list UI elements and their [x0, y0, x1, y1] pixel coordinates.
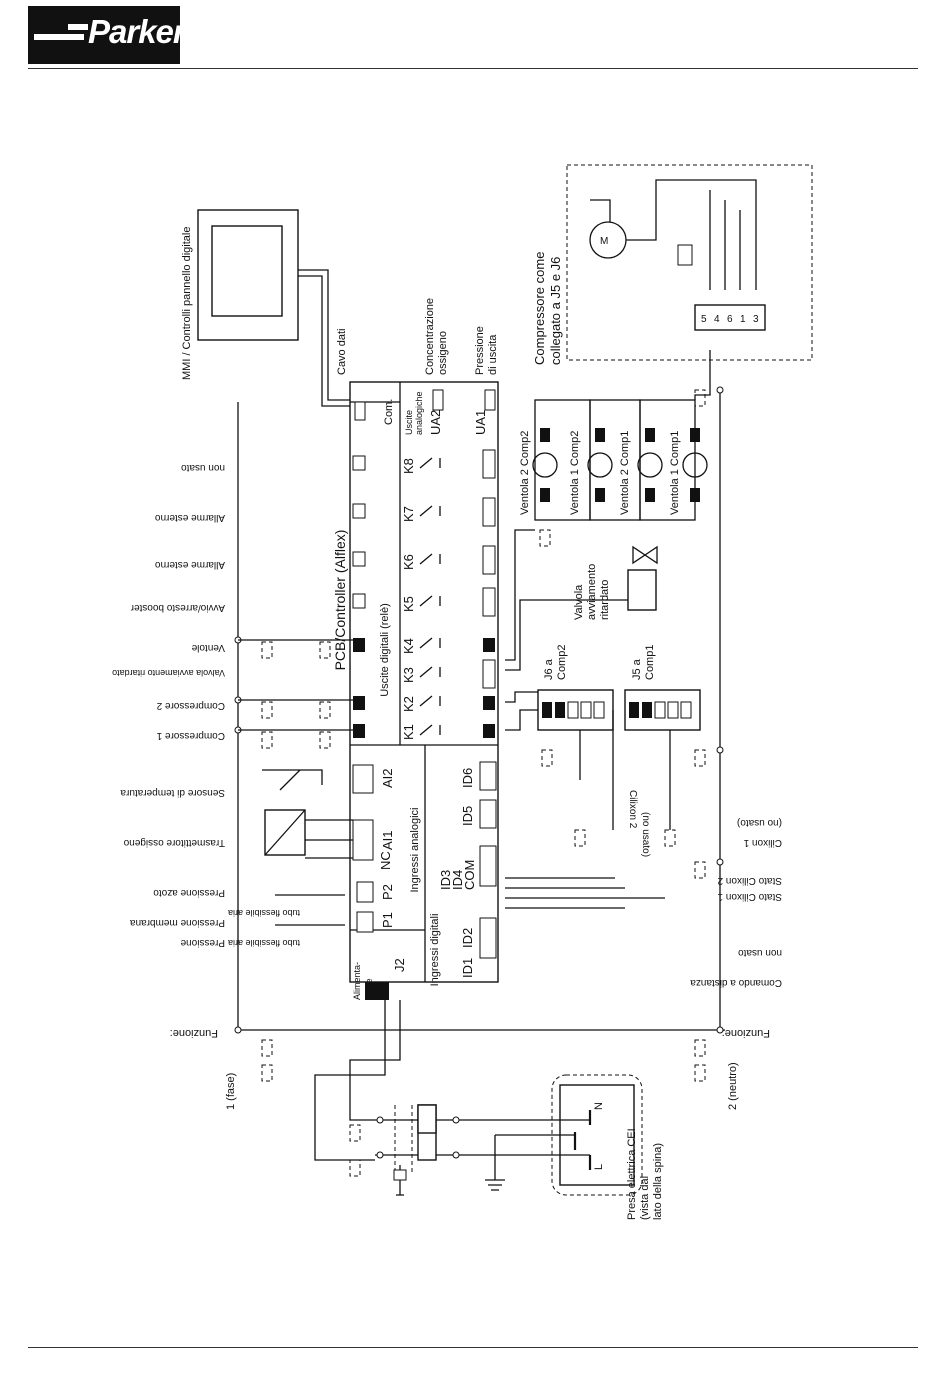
pin-6: 6 — [727, 314, 733, 325]
header-divider — [28, 68, 918, 69]
left-fn-2: Allarme esterno — [154, 559, 225, 570]
fan-label-3: Ventola 2 Comp1 — [619, 430, 631, 515]
oxygen-conc-label-1: Concentrazione — [424, 297, 436, 375]
ai2-label: AI2 — [380, 768, 395, 788]
p2-label: P2 — [380, 884, 395, 900]
j5-label-2: Comp1 — [644, 644, 656, 680]
ai1-label: AI1 — [380, 830, 395, 850]
left-fn-3: Avvio/arresto booster — [130, 602, 225, 613]
oxygen-conc-label-2: ossigeno — [437, 330, 449, 375]
parker-logo — [28, 6, 185, 64]
mmi-panel — [181, 210, 350, 406]
fan-label-2: Ventola 1 Comp2 — [569, 430, 581, 515]
tube-label-1: tubo flessibile aria — [227, 908, 300, 918]
relay-k2: K2 — [401, 696, 416, 712]
pin-4: 4 — [714, 314, 720, 325]
relay-k4: K4 — [401, 638, 416, 654]
right-fn-4: non usato — [738, 947, 782, 958]
id3-label: ID3 — [438, 869, 453, 890]
left-fn-1: Allarme esterno — [154, 512, 225, 523]
id2-label: ID2 — [460, 927, 475, 948]
right-fn-2: Stato Cilixon 2 — [717, 875, 782, 886]
socket-label-2: (vista dal — [639, 1175, 651, 1220]
right-fn-3: Stato Cilixon 1 — [717, 891, 782, 902]
right-fn-5: Comando a distanza — [690, 977, 782, 988]
data-cable-label: Cavo dati — [336, 328, 348, 375]
svg-text:M: M — [600, 236, 609, 247]
power-socket — [461, 1075, 664, 1220]
power-switch — [315, 1000, 461, 1195]
left-function-labels — [112, 462, 300, 948]
j6-label-1: J6 a — [543, 659, 555, 680]
neutral-label: 2 (neutro) — [727, 1062, 739, 1110]
left-fn-11: Pressione membrana — [129, 917, 225, 928]
j6-terminal-block — [538, 645, 613, 730]
j2-label: J2 — [392, 958, 407, 972]
com-label: Com. — [383, 398, 395, 425]
controller-title: PCB/Controller (Alflex) — [332, 529, 348, 671]
pin-5: 5 — [701, 314, 707, 325]
relay-k7: K7 — [401, 506, 416, 522]
id1-label: ID1 — [460, 957, 475, 978]
delayed-start-valve — [505, 547, 657, 670]
pin-1: 1 — [740, 314, 746, 325]
page-header — [0, 0, 950, 70]
id6-label: ID6 — [460, 767, 475, 788]
cilixon2-label-1: (no usato) — [640, 812, 651, 858]
right-function-header: Funzione: — [721, 1027, 770, 1039]
left-fn-7: Compressore 1 — [156, 730, 225, 741]
fan-label-4: Ventola 1 Comp1 — [669, 430, 681, 515]
left-fn-8: Sensore di temperatura — [120, 787, 225, 798]
valve-label-2: avviamento — [586, 563, 598, 620]
tube-label-2: tubo flessibile aria — [227, 938, 300, 948]
id5-label: ID5 — [460, 805, 475, 826]
valve-label-1: Valvola — [573, 584, 585, 620]
nc-label: NC — [378, 851, 393, 870]
relay-k6: K6 — [401, 554, 416, 570]
cilixon2-label-2: Cilixon 2 — [627, 790, 638, 829]
left-function-header: Funzione: — [169, 1027, 218, 1039]
left-fn-10: Pressione azoto — [153, 887, 225, 898]
relay-k3: K3 — [401, 667, 416, 683]
ua2-label: UA2 — [428, 409, 443, 435]
logo-bar-2 — [68, 24, 88, 30]
socket-l: L — [593, 1163, 605, 1170]
valve-label-3: ritardato — [599, 579, 611, 620]
relay-k1: K1 — [401, 724, 416, 740]
id4-label: ID4 — [450, 869, 465, 890]
out-pressure-label-2: di uscita — [487, 334, 499, 375]
socket-label-1: Presa elettrica CEI — [626, 1128, 638, 1220]
left-fn-12: Pressione — [180, 937, 225, 948]
j5-label-1: J5 a — [631, 659, 643, 680]
left-fn-9: Trasmettitore ossigeno — [123, 837, 225, 848]
digital-out-label: Uscite digitali (relè) — [379, 603, 391, 697]
compressor-label-2: collegato a J5 e J6 — [548, 256, 563, 365]
neutral-bus — [717, 387, 770, 1110]
compressor-box — [532, 165, 812, 365]
logo-text: Parker — [88, 13, 185, 50]
wiring-diagram — [112, 150, 870, 1230]
p1-label: P1 — [380, 912, 395, 928]
analog-out-label-2: analogiche — [414, 391, 424, 435]
analog-in-label: Ingressi analogici — [409, 807, 421, 893]
relay-k8: K8 — [401, 458, 416, 474]
fan-label-1: Ventola 2 Comp2 — [519, 430, 531, 515]
left-fn-4: Ventole — [191, 642, 225, 653]
phase-label: 1 (fase) — [225, 1072, 237, 1110]
sensors — [262, 770, 353, 925]
com-in-label: COM — [462, 859, 477, 890]
mmi-label: MMI / Controlli pannello digitale — [181, 226, 193, 380]
footer-divider — [28, 1347, 918, 1348]
j5-terminal-block — [625, 645, 700, 730]
left-fn-6: Compressore 2 — [156, 700, 225, 711]
power-label-1: Alimenta- — [352, 961, 362, 1000]
right-function-labels — [690, 817, 782, 988]
logo-bar — [34, 34, 84, 40]
right-fn-0: Cilixon 1 — [743, 837, 782, 848]
digital-in-label: Ingressi digitali — [429, 913, 441, 987]
pin-3: 3 — [753, 314, 759, 325]
relay-k5: K5 — [401, 596, 416, 612]
left-fn-0: non usato — [181, 462, 225, 473]
socket-n: N — [593, 1102, 605, 1110]
analog-out-label-1: Uscite — [404, 409, 414, 435]
out-pressure-label-1: Pressione — [474, 326, 486, 375]
compressor-label-1: Compressore come — [532, 251, 547, 365]
ua1-label: UA1 — [473, 409, 488, 435]
right-fn-1: (no usato) — [736, 817, 782, 828]
controller-board — [332, 382, 498, 1000]
j6-label-2: Comp2 — [556, 644, 568, 680]
socket-label-3: lato della spina) — [652, 1142, 664, 1220]
left-fn-5: Valvola avviamento ritardato — [112, 668, 225, 678]
